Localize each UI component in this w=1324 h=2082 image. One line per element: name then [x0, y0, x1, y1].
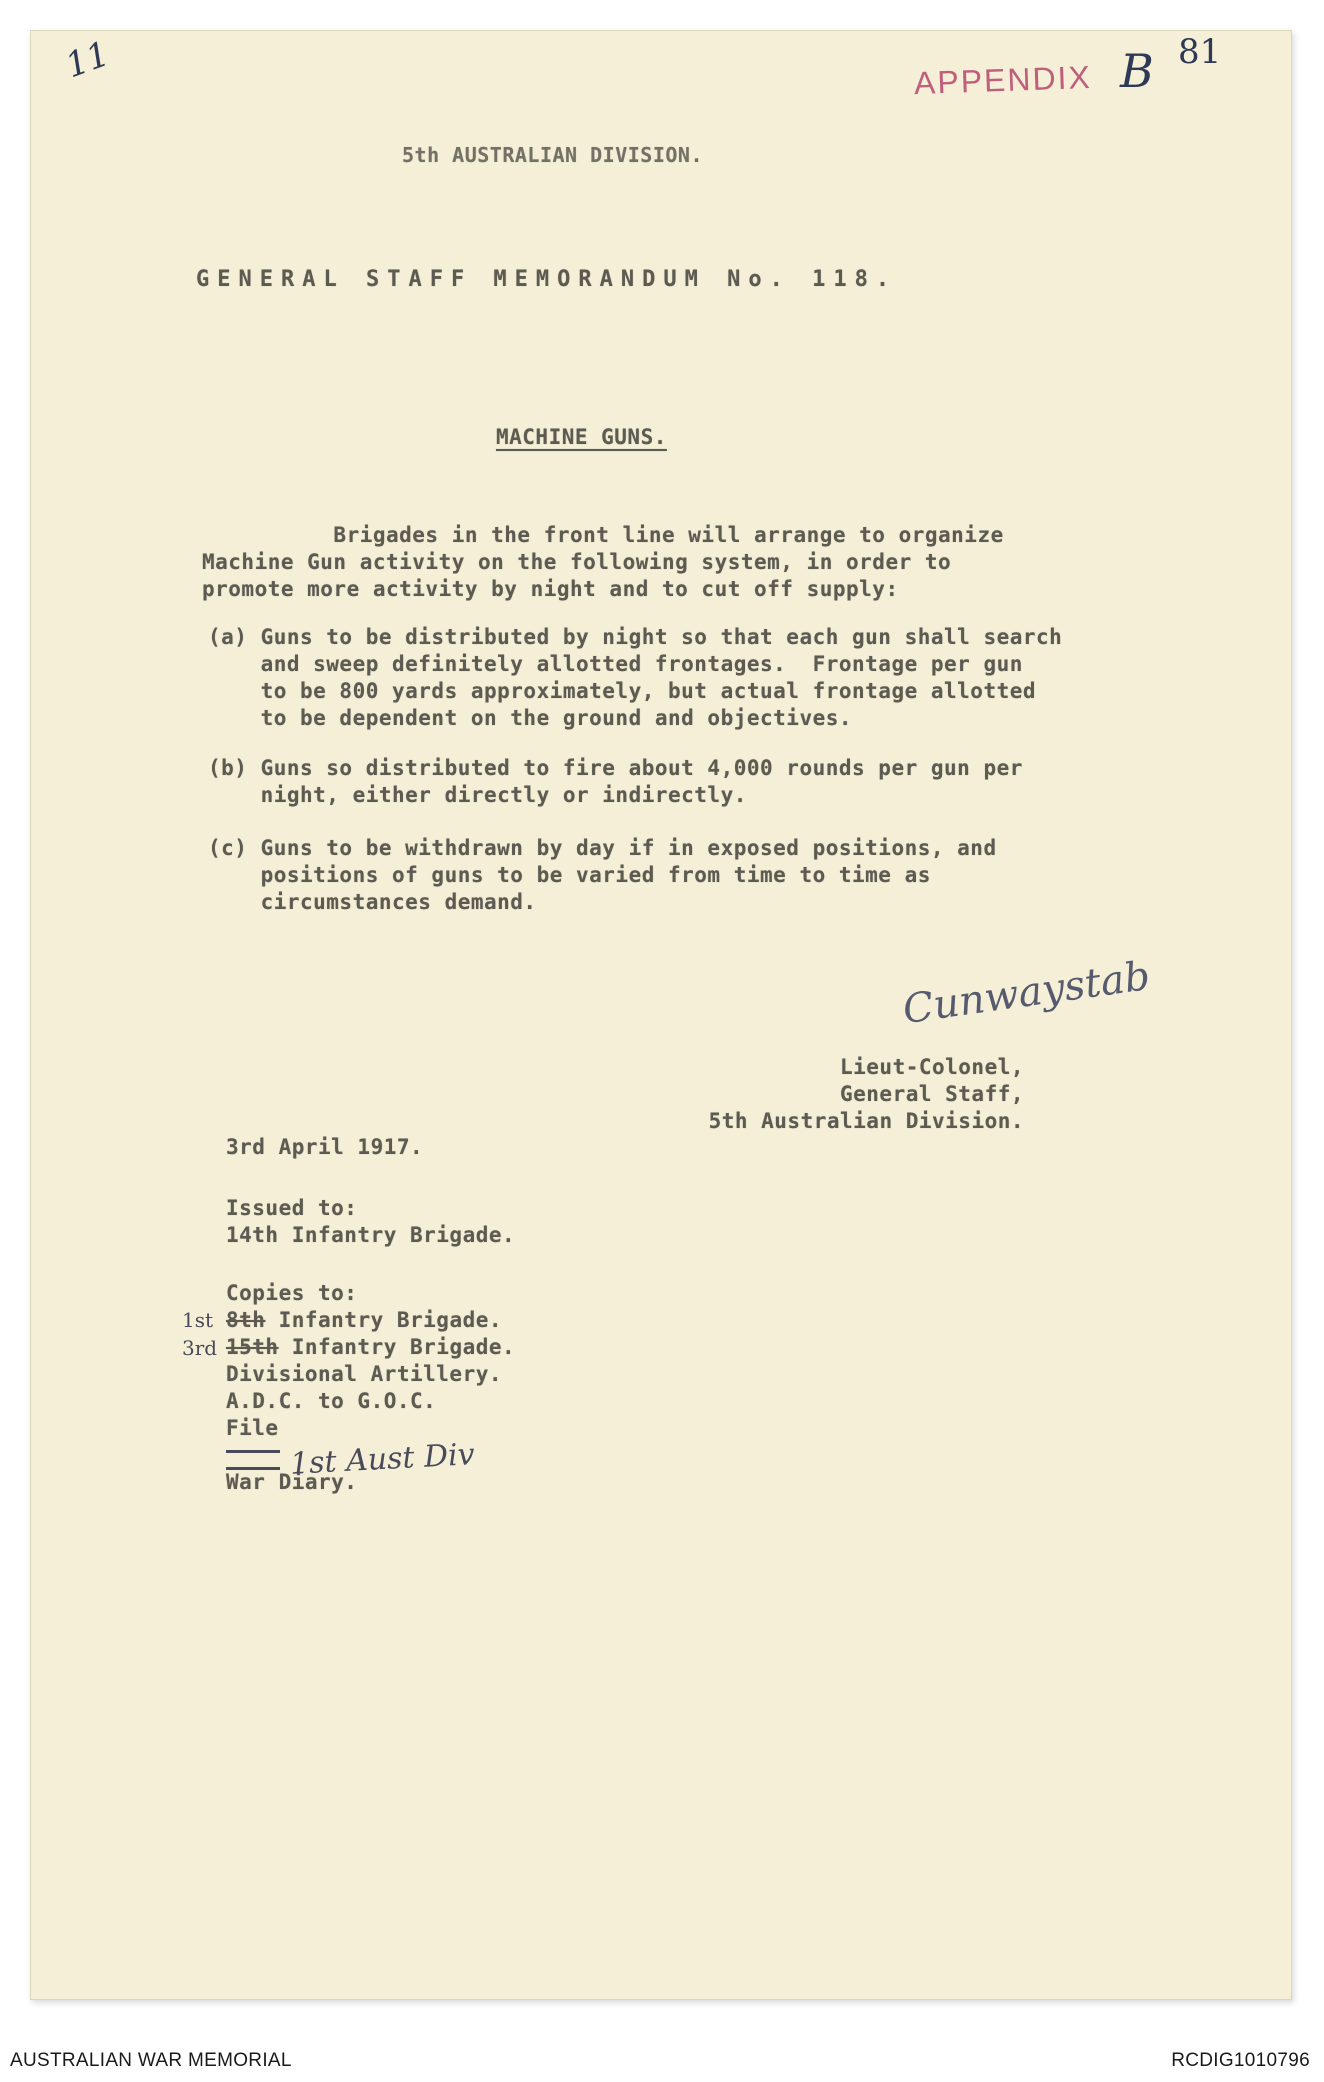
scribbled-out-entry — [226, 1450, 280, 1470]
memo-title: GENERAL STAFF MEMORANDUM No. 118. — [196, 267, 898, 292]
copy-item: War Diary. — [226, 1470, 358, 1494]
signature-block — [708, 1054, 1025, 1135]
footer-catalog-id: RCDIG1010796 — [1171, 2050, 1310, 2071]
sig-rank: Lieut-Colonel, — [840, 1055, 1025, 1079]
copy-item: File — [226, 1416, 279, 1440]
folio-number-left: 11 — [60, 33, 115, 87]
item-c: (c) Guns to be withdrawn by day if in exposed positions, and positions of guns to be varied from time to time as circumstances demand. — [208, 836, 997, 914]
copy-item — [226, 1334, 515, 1361]
issued-label: Issued to: — [226, 1196, 358, 1220]
memo-date: 3rd April 1917. — [226, 1135, 424, 1159]
document-page — [30, 30, 1292, 2000]
copy-struck-text: 8th — [226, 1308, 266, 1332]
copy-struck-text: 15th — [226, 1335, 279, 1359]
folio-number-right: 81 — [1178, 32, 1222, 72]
handwritten-annotation: 1st Aust Div — [289, 1437, 476, 1482]
copy-item: Divisional Artillery. — [226, 1362, 503, 1386]
item-a: (a) Guns to be distributed by night so that each gun shall search and sweep definitely allotted frontages. Frontage per gun to be 800 yards approximately, but actual frontage allotted to be dependent on the ground and objectives. — [208, 625, 1063, 730]
copy-text: Infantry Brigade. — [278, 1335, 516, 1359]
copy-item: A.D.C. to G.O.C. — [226, 1389, 437, 1413]
sig-division: 5th Australian Division. — [708, 1109, 1025, 1133]
appendix-letter: B — [1120, 44, 1154, 98]
copy-text: Infantry Brigade. — [265, 1308, 503, 1332]
appendix-stamp: APPENDIX — [913, 58, 1093, 102]
copies-annotation-1: 1st — [182, 1308, 214, 1332]
item-b: (b) Guns so distributed to fire about 4,000 rounds per gun per night, either directly or indirectly. — [208, 756, 1023, 807]
subject-heading: MACHINE GUNS. — [496, 425, 667, 449]
division-heading: 5th AUSTRALIAN DIVISION. — [402, 143, 703, 167]
copies-label: Copies to: — [226, 1281, 358, 1305]
footer-institution: AUSTRALIAN WAR MEMORIAL — [10, 2050, 292, 2071]
intro-paragraph: Brigades in the front line will arrange to organize Machine Gun activity on the following system, in order to promote more activity by night and to cut off supply: — [202, 523, 1004, 601]
issued-to: 14th Infantry Brigade. — [226, 1223, 516, 1247]
signature: Cunwaystab — [900, 952, 1153, 1034]
copy-item — [226, 1307, 515, 1334]
sig-staff: General Staff, — [840, 1082, 1025, 1106]
copies-annotation-2: 3rd — [182, 1336, 218, 1360]
